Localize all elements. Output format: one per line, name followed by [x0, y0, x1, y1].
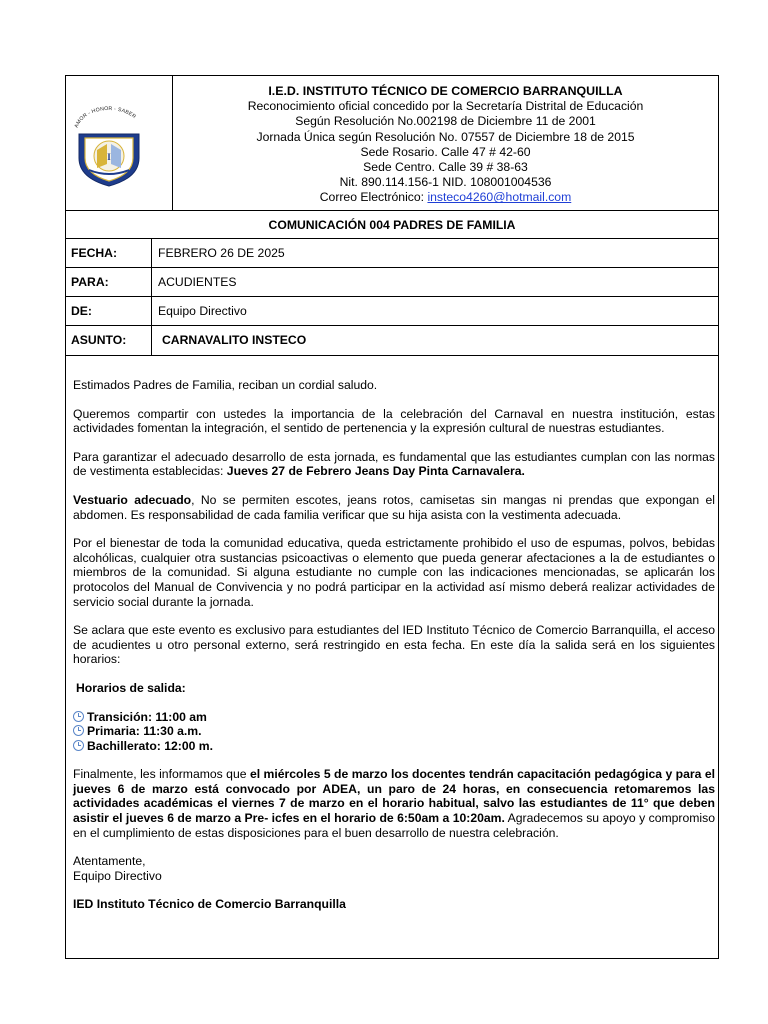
institution-line: Sede Centro. Calle 39 # 38-63 — [363, 160, 528, 175]
paragraph-text: Finalmente, les informamos que — [73, 767, 250, 782]
paragraph: Se aclara que este evento es exclusivo para estudiantes del IED Instituto Técnico de Comercio Barranquilla, el acceso de acudientes u otro personal externo, será restringido en esta fecha. En este día la salida será en los siguientes horarios: — [73, 623, 715, 667]
dress-code-title: Vestuario adecuado — [73, 492, 192, 507]
field-value: ACUDIENTES — [158, 275, 237, 289]
crest-initials: I — [107, 152, 111, 162]
cell-divider — [151, 239, 152, 267]
field-asunto — [66, 326, 718, 356]
dress-code-date: Jueves 27 de Febrero Jeans Day Pinta Carnavalera. — [226, 464, 525, 479]
field-value: Equipo Directivo — [158, 304, 247, 318]
greeting: Estimados Padres de Familia, reciban un cordial saludo. — [73, 378, 378, 392]
clock-icon — [73, 725, 84, 736]
logo-cell — [66, 76, 173, 210]
field-de — [66, 297, 718, 326]
svg-text:AMOR - HONOR - SABER — [74, 106, 137, 129]
field-label: ASUNTO: — [71, 333, 127, 347]
schedule-text: Primaria: 11:30 a.m. — [87, 724, 202, 739]
schedule-item — [73, 724, 715, 739]
schedule-text: Transición: 11:00 am — [87, 709, 207, 724]
field-label: FECHA: — [71, 246, 118, 260]
institution-line: Según Resolución No.002198 de Diciembre 11 de 2001 — [295, 114, 596, 129]
institution-line: Jornada Única según Resolución No. 07557 de Diciembre 18 de 2015 — [256, 129, 635, 144]
paragraph-text: Agradecemos su apoyo y compromiso en el cumplimiento de estas disposiciones para el buen desarrollo de nuestra celebración. — [73, 811, 715, 840]
schedule-item — [73, 739, 715, 754]
field-value: FEBRERO 26 DE 2025 — [158, 246, 285, 260]
institution-name: I.E.D. INSTITUTO TÉCNICO DE COMERCIO BARRANQUILLA — [268, 84, 623, 98]
paragraph: Por el bienestar de toda la comunidad educativa, queda estrictamente prohibido el uso de espumas, polvos, bebidas alcohólicas, cualquier otra sustancias psicoactivas o elemento que pueda generar afectaciones a la de estudiantes o miembros de la comunidad. Si alguna estudiante no cumple con las indicaciones mencionadas, se aplicarán los protocolos del Manual de Convivencia y no podrá participar en la actividad así mismo deberá realizar actividades de servicio social durante la jornada. — [73, 536, 715, 609]
letter-body — [73, 378, 715, 912]
field-para — [66, 268, 718, 297]
schedule-title: Horarios de salida: — [76, 680, 186, 695]
letterhead — [66, 76, 718, 211]
institution-info — [173, 76, 718, 206]
schedule-text: Bachillerato: 12:00 m. — [87, 738, 213, 753]
field-fecha — [66, 239, 718, 268]
clock-icon — [73, 740, 84, 751]
school-crest-icon — [69, 98, 149, 188]
paragraph — [73, 493, 715, 522]
paragraph — [73, 767, 715, 840]
crest-motto: AMOR - HONOR - SABER — [73, 105, 137, 129]
schedule-notice: el miércoles 5 de marzo los docentes tendrán capacitación pedagógica y para el jueves 6 de marzo está convocado por ADEA, un paro de 24 horas, en consecuencia retomaremos las actividades académicas el viernes 7 de marzo en el horario habitual, salvo las estudiantes de 11° que deben asistir el jueves 6 de marzo a Pre- icfes en el horario de 6:50am a 10:20am. — [73, 767, 715, 826]
institution-line: Reconocimiento oficial concedido por la Secretaría Distrital de Educación — [247, 99, 644, 114]
paragraph-text: Para garantizar el adecuado desarrollo de esta jornada, es fundamental que las estudiantes cumplan con las normas de vestimenta establecidas: — [73, 449, 715, 479]
closing: Atentamente, — [73, 854, 146, 869]
signature: IED Instituto Técnico de Comercio Barranquilla — [73, 897, 346, 912]
closing-signer: Equipo Directivo — [73, 868, 162, 883]
schedule-item — [73, 710, 715, 725]
field-value: CARNAVALITO INSTECO — [162, 333, 307, 347]
cell-divider — [151, 268, 152, 296]
email-label: Correo Electrónico: — [319, 190, 428, 205]
field-label: PARA: — [71, 275, 109, 289]
clock-icon — [73, 711, 84, 722]
field-label: DE: — [71, 304, 92, 318]
paragraph: Queremos compartir con ustedes la importancia de la celebración del Carnaval en nuestra institución, estas actividades fomentan la integración, el sentido de pertenencia y la expresión cultural de nuestras estudiantes. — [73, 406, 715, 436]
document-frame — [65, 75, 719, 959]
email-line — [173, 190, 718, 205]
cell-divider — [151, 297, 152, 325]
communication-title: COMUNICACIÓN 004 PADRES DE FAMILIA — [66, 211, 718, 239]
paragraph-text: , No se permiten escotes, jeans rotos, camisetas sin mangas ni prendas que expongan el abdomen. Es responsabilidad de cada familia verificar que su hija asista con la vestimenta adecuada. — [73, 492, 715, 522]
cell-divider — [151, 326, 152, 355]
schedule-list — [73, 710, 715, 754]
institution-line: Sede Rosario. Calle 47 # 42-60 — [360, 144, 531, 159]
email-link[interactable]: insteco4260@hotmail.com — [427, 190, 572, 205]
paragraph — [73, 450, 715, 479]
institution-line: Nit. 890.114.156-1 NID. 108001004536 — [339, 175, 552, 190]
